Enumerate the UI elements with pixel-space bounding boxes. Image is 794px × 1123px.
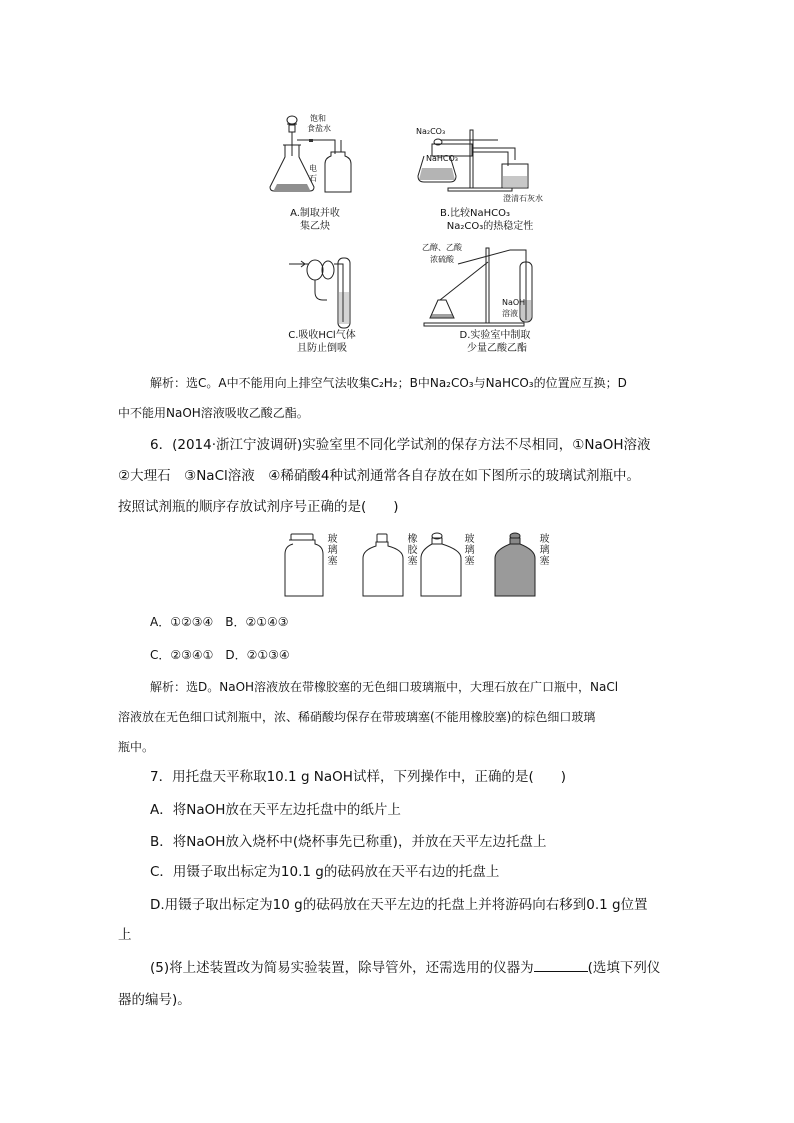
bottles-drawing <box>283 530 553 600</box>
label-calcium-carbide-1: 电 <box>309 164 317 173</box>
label-calcium-carbide-2: 石 <box>309 174 317 183</box>
q7-option-d-line2: 上 <box>118 927 132 943</box>
analysis5-line2: 中不能用NaOH溶液吸收乙酸乙酯。 <box>118 406 309 420</box>
q6-analysis-line2: 溶液放在无色细口试剂瓶中，浓、稀硝酸均保存在带玻璃塞(不能用橡胶塞)的棕色细口玻璃 <box>118 710 596 724</box>
caption-b-2: Na₂CO₃的热稳定性 <box>446 221 534 232</box>
q7-option-a: A．将NaOH放在天平左边托盘中的纸片上 <box>150 802 401 818</box>
caption-d-1: D.实验室中制取 <box>459 330 531 341</box>
bottle4-stopper-label: 玻璃塞 <box>539 534 550 567</box>
caption-a-1: A.制取并收 <box>290 208 340 219</box>
q6-line2: ②大理石 ③NaCl溶液 ④稀硝酸4种试剂通常各自存放在如下图所示的玻璃试剂瓶中。 <box>118 468 640 484</box>
figure-d-ethyl-acetate-apparatus <box>418 240 548 330</box>
figure-a-acetylene-apparatus <box>265 112 365 202</box>
q6-line1: 6．(2014·浙江宁波调研)实验室里不同化学试剂的保存方法不尽相同，①NaOH溶液 <box>150 437 651 453</box>
q6-line3: 按照试剂瓶的顺序存放试剂序号正确的是( ) <box>118 499 399 515</box>
label-naoh: NaOH <box>502 298 526 307</box>
q6-analysis-line3: 瓶中。 <box>118 740 155 754</box>
bottle2-stopper-label: 橡胶塞 <box>407 534 418 567</box>
caption-d-2: 少量乙酸乙酯 <box>467 343 527 354</box>
caption-b-1: B.比较NaHCO₃ <box>439 208 511 219</box>
apparatus-d-drawing <box>418 240 548 330</box>
figure-b-thermal-stability-apparatus <box>410 118 543 208</box>
caption-c-2: 且防止倒吸 <box>297 343 347 354</box>
label-nahco3: NaHCO₃ <box>426 154 458 163</box>
q7-option-c: C．用镊子取出标定为10.1 g的砝码放在天平右边的托盘上 <box>150 864 500 880</box>
q6-options-cd: C．②③④① D．②①③④ <box>150 648 290 662</box>
label-solution: 溶液 <box>502 309 518 318</box>
bottle3-stopper-label: 玻璃塞 <box>464 534 475 567</box>
answer-blank[interactable] <box>534 959 588 972</box>
q5-line1-text-a: (5)将上述装置改为简易实验装置，除导管外，还需选用的仪器为 <box>150 960 534 976</box>
caption-c-1: C.吸收HCl气体 <box>288 330 356 341</box>
q5-line1 <box>150 958 660 978</box>
q6-options-ab: A．①②③④ B．②①④③ <box>150 615 289 629</box>
q7-option-d-line1: D.用镊子取出标定为10 g的砝码放在天平左边的托盘上并将游码向右移到0.1 g位置 <box>150 897 648 913</box>
label-na2co3: Na₂CO₃ <box>416 127 446 136</box>
label-ethanol-acetic-acid: 乙醇、乙酸 <box>422 243 462 252</box>
apparatus-c-drawing <box>283 252 373 332</box>
bottles-row <box>283 530 553 600</box>
q7-option-b: B．将NaOH放入烧杯中(烧杯事先已称重)，并放在天平左边托盘上 <box>150 834 547 850</box>
analysis5-line1: 解析：选C。A中不能用向上排空气法收集C₂H₂；B中Na₂CO₃与NaHCO₃的位置应互换；D <box>150 376 627 390</box>
label-conc-sulfuric: 浓硫酸 <box>430 255 454 264</box>
q5-line1-text-b: (选填下列仪 <box>587 960 661 976</box>
caption-a-2: 集乙炔 <box>300 221 330 232</box>
bottle1-stopper-label: 玻璃塞 <box>327 534 338 567</box>
label-limewater: 澄清石灰水 <box>503 194 543 203</box>
q5-line2: 器的编号)。 <box>118 992 191 1008</box>
label-saturated: 饱和 <box>310 114 326 123</box>
figure-c-hcl-absorption-apparatus <box>283 252 373 332</box>
q6-analysis-line1: 解析：选D。NaOH溶液放在带橡胶塞的无色细口玻璃瓶中，大理石放在广口瓶中，NaCl <box>150 680 619 694</box>
label-brine: 食盐水 <box>307 124 331 133</box>
q7-stem: 7．用托盘天平称取10.1 g NaOH试样，下列操作中，正确的是( ) <box>150 769 566 785</box>
